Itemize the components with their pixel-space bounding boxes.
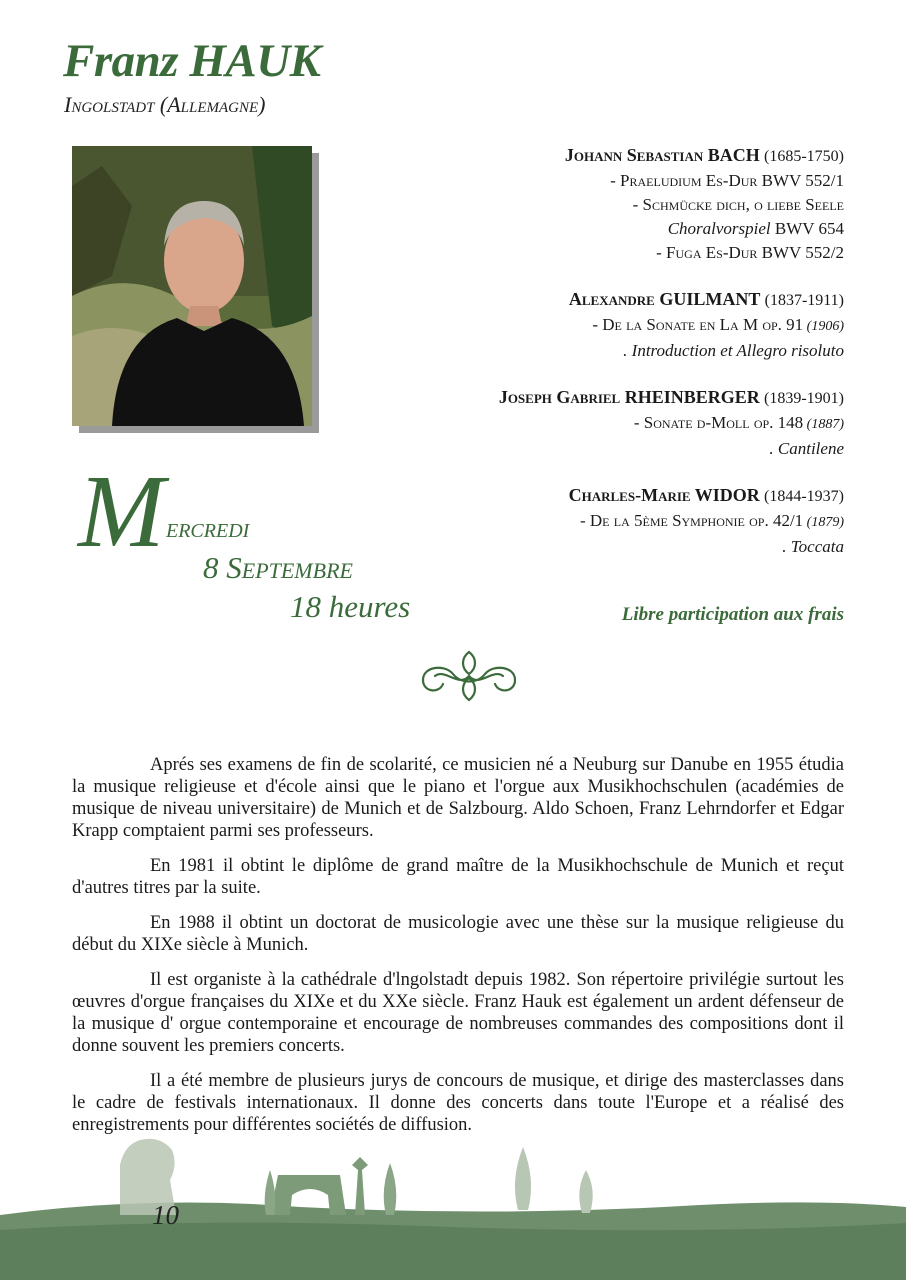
day-initial: M bbox=[78, 454, 165, 569]
composer-block bbox=[284, 143, 844, 265]
composer-name: Charles-Marie WIDOR bbox=[568, 485, 760, 505]
composer-line bbox=[284, 483, 844, 509]
composer-years: (1839-1901) bbox=[764, 390, 844, 407]
piece-line: - Fuga Es-Dur BWV 552/2 bbox=[656, 243, 844, 262]
piece-subtitle: Choralvorspiel bbox=[667, 219, 771, 238]
movement-line: . Cantilene bbox=[769, 439, 844, 458]
composer-block bbox=[284, 385, 844, 461]
composer-name: Johann Sebastian BACH bbox=[564, 145, 760, 165]
page-number: 10 bbox=[152, 1200, 179, 1230]
bio-paragraph: Aprés ses examens de fin de scolarité, ce musicien né a Neuburg sur Danube en 1955 étudia la musique religieuse et d'école ainsi que le piano et l'orgue aux Musikhochschulen (académies de musique de niveau universitaire) de Munich et de Salzbourg. Aldo Schoen, Franz Lehrndorfer et Edgar Krapp comptaient parmi ses professeurs. bbox=[72, 755, 844, 841]
composer-years: (1844-1937) bbox=[764, 488, 844, 505]
piece-line bbox=[284, 217, 844, 241]
composer-line bbox=[284, 143, 844, 169]
portrait-photo bbox=[72, 146, 312, 426]
movement-line: . Toccata bbox=[782, 537, 844, 556]
piece-year: (1887) bbox=[803, 417, 844, 432]
composer-years: (1837-1911) bbox=[764, 292, 844, 309]
composer-block bbox=[284, 287, 844, 363]
event-date: 8 Septembre bbox=[203, 550, 353, 585]
piece-title: - De la 5ème Symphonie op. 42/1 bbox=[579, 511, 804, 530]
concert-program bbox=[284, 143, 844, 559]
composer-years: (1685-1750) bbox=[764, 148, 844, 165]
bio-paragraph: En 1988 il obtint un doctorat de musicologie avec une thèse sur la musique religieuse du début du XIXe siècle à Munich. bbox=[72, 913, 844, 955]
event-day: ercredi bbox=[166, 512, 250, 544]
piece-line: - Praeludium Es-Dur BWV 552/1 bbox=[610, 171, 844, 190]
biography bbox=[72, 754, 844, 1149]
piece-line bbox=[284, 509, 844, 535]
landscape-footer bbox=[0, 1135, 906, 1280]
portrait-illustration bbox=[72, 146, 312, 426]
piece-year: (1906) bbox=[803, 319, 844, 334]
bio-paragraph: Il est organiste à la cathédrale d'lngolstadt depuis 1982. Son répertoire privilégie surtout les œuvres d'orgue françaises du XIXe et du XXe siècle. Franz Hauk est également un ardent défenseur de la musique d' orgue contemporaine et encourage de nombreuses commandes des compositions dont il donne souvent les premiers concerts. bbox=[72, 970, 844, 1056]
composer-line bbox=[284, 287, 844, 313]
bio-paragraph: En 1981 il obtint le diplôme de grand maître de la Musikhochschule de Munich et reçut d'autres titres par la suite. bbox=[72, 856, 844, 898]
flourish-ornament-icon bbox=[415, 648, 523, 704]
piece-title: - De la Sonate en La M op. 91 bbox=[592, 315, 804, 334]
event-time: 18 heures bbox=[290, 589, 411, 624]
composer-name: Alexandre GUILMANT bbox=[568, 289, 761, 309]
catalog-number: BWV 654 bbox=[770, 219, 844, 238]
composer-name: Joseph Gabriel RHEINBERGER bbox=[498, 387, 760, 407]
piece-line: - Schmücke dich, o liebe Seele bbox=[632, 195, 844, 214]
admission-note: Libre participation aux frais bbox=[621, 604, 844, 625]
piece-line bbox=[284, 313, 844, 339]
piece-title: - Sonate d-Moll op. 148 bbox=[633, 413, 804, 432]
piece-line bbox=[284, 411, 844, 437]
movement-line: . Introduction et Allegro risoluto bbox=[623, 341, 844, 360]
composer-line bbox=[284, 385, 844, 411]
piece-year: (1879) bbox=[803, 515, 844, 530]
composer-block bbox=[284, 483, 844, 559]
bio-paragraph: Il a été membre de plusieurs jurys de concours de musique, et dirige des masterclasses dans le cadre de festivals internationaux. Il donne des concerts dans toute l'Europe et a réalisé des enregistrements pour différentes sociétés de diffusion. bbox=[72, 1071, 844, 1135]
page-title: Franz HAUK bbox=[63, 35, 321, 87]
location-subtitle: Ingolstadt (Allemagne) bbox=[64, 92, 266, 117]
